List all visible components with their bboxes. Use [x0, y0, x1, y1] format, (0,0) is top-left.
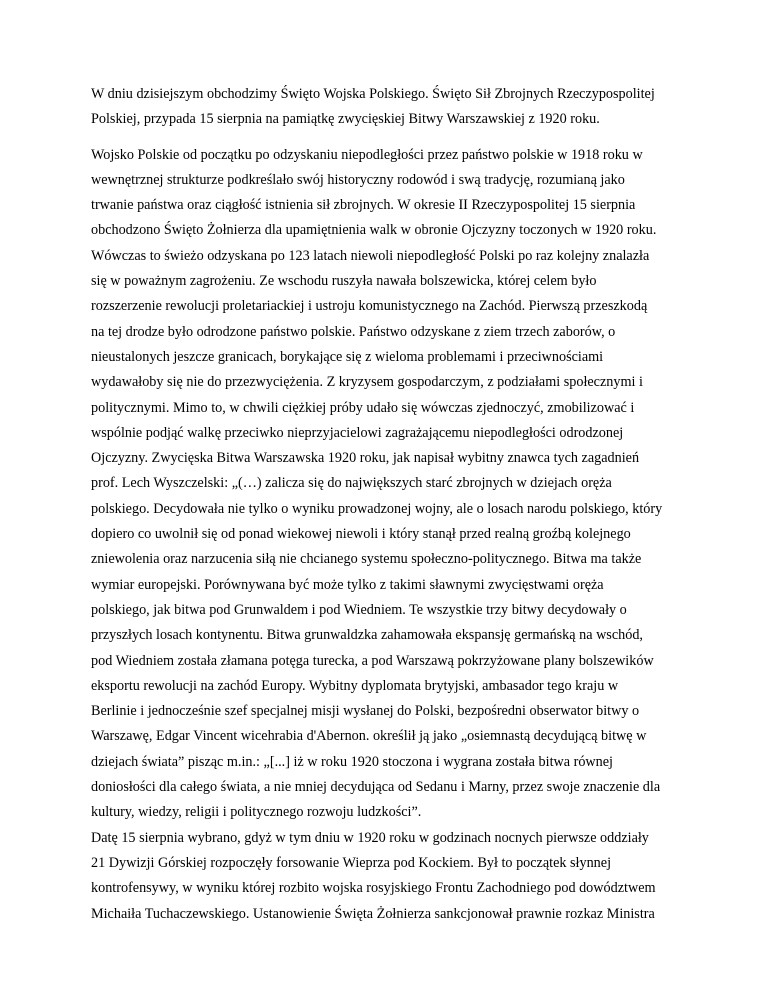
- paragraph-history: [91, 143, 731, 826]
- text-line: doniosłości dla całego świata, a nie mniej decydująca od Sedanu i Marny, przez swoje znaczenie dla: [91, 779, 661, 796]
- text-line: wspólnie podjąć walkę przeciwko nieprzyjacielowi zagrażającemu niepodległości odrodzonej: [91, 424, 624, 441]
- text-line: pod Wiedniem została złamana potęga turecka, a pod Warszawą pokrzyżowane plany bolszewików: [91, 652, 654, 669]
- text-line: polskiego, jak bitwa pod Grunwaldem i pod Wiedniem. Te wszystkie trzy bitwy decydowały o: [91, 601, 627, 618]
- text-line: eksportu rewolucji na zachód Europy. Wybitny dyplomata brytyjski, ambasador tego kraju w: [91, 677, 619, 694]
- text-line: Warszawę, Edgar Vincent wicehrabia d'Abernon. określił ją jako „osiemnastą decydującą bitwę w: [91, 728, 647, 745]
- text-line: kontrofensywy, w wyniku której rozbito wojska rosyjskiego Frontu Zachodniego pod dowództwem: [91, 880, 656, 897]
- text-line: kultury, wiedzy, religii i politycznego rozwoju ludzkości”.: [91, 804, 422, 821]
- text-line: Wówczas to świeżo odzyskana po 123 latach niewoli niepodległość Polski po raz kolejny znalazła: [91, 247, 650, 264]
- text-line: dziejach świata” pisząc m.in.: „[...] iż w roku 1920 stoczona i wygrana została bitwa równej: [91, 753, 613, 770]
- text-line: Datę 15 sierpnia wybrano, gdyż w tym dniu w 1920 roku w godzinach nocnych pierwsze oddziały: [91, 829, 649, 846]
- text-line: na tej drodze było odrodzone państwo polskie. Państwo odzyskane z ziem trzech zaborów, o: [91, 323, 616, 340]
- text-line: Wojsko Polskie od początku po odzyskaniu niepodległości przez państwo polskie w 1918 roku w: [91, 146, 643, 163]
- text-line: wydawałoby się nie do przezwyciężenia. Z kryzysem gospodarczym, z podziałami społecznymi i: [91, 374, 643, 391]
- text-line: Michaiła Tuchaczewskiego. Ustanowienie Święta Żołnierza sankcjonował prawnie rozkaz Ministra: [91, 905, 655, 922]
- text-line: wewnętrznej strukturze podkreślało swój historyczny rodowód i swą tradycję, rozumianą jako: [91, 171, 625, 188]
- paragraph-date-origin: [91, 826, 731, 927]
- text-line: dopiero co uwolnił się od ponad wiekowej niewoli i który stanął przed realną groźbą kolejnego: [91, 526, 631, 543]
- text-line: Berlinie i jednocześnie szef specjalnej misji wysłanej do Polski, bezpośredni obserwator bitwy o: [91, 703, 640, 720]
- text-line: prof. Lech Wyszczelski: „(…) zalicza się do największych starć zbrojnych w dziejach oręża: [91, 475, 612, 492]
- text-line: się w poważnym zagrożeniu. Ze wschodu ruszyła nawała bolszewicka, której celem było: [91, 273, 597, 290]
- text-line: wymiar europejski. Porównywana być może tylko z takimi sławnymi zwycięstwami oręża: [91, 576, 604, 593]
- text-line: przyszłych losach kontynentu. Bitwa grunwaldzka zahamowała ekspansję germańską na wschód,: [91, 627, 643, 644]
- text-line: rozszerzenie rewolucji proletariackiej i ustroju komunistycznego na Zachód. Pierwszą przeszkodą: [91, 298, 648, 315]
- text-line: 21 Dywizji Górskiej rozpoczęły forsowanie Wieprza pod Kockiem. Był to początek słynnej: [91, 854, 612, 871]
- text-line: nieustalonych jeszcze granicach, borykające się z wieloma problemami i przeciwnościami: [91, 348, 604, 365]
- document-page: [91, 82, 731, 927]
- text-line: trwanie państwa oraz ciągłość istnienia sił zbrojnych. W okresie II Rzeczypospolitej 15 sierpnia: [91, 197, 636, 214]
- text-line: W dniu dzisiejszym obchodzimy Święto Wojska Polskiego. Święto Sił Zbrojnych Rzeczypospolitej: [91, 86, 655, 102]
- paragraph-intro: [91, 82, 731, 133]
- text-line: politycznymi. Mimo to, w chwili ciężkiej próby udało się wówczas zjednoczyć, zmobilizować i: [91, 399, 635, 416]
- text-line: zniewolenia oraz narzucenia siłą nie chcianego systemu społeczno-politycznego. Bitwa ma także: [91, 551, 642, 568]
- text-line: obchodzono Święto Żołnierza dla upamiętnienia walk w obronie Ojczyzny toczonych w 1920 roku.: [91, 222, 657, 239]
- text-line: Ojczyzny. Zwycięska Bitwa Warszawska 1920 roku, jak napisał wybitny znawca tych zagadnień: [91, 450, 640, 467]
- text-line: polskiego. Decydowała nie tylko o wyniku prowadzonej wojny, ale o losach narodu polskiego, który: [91, 500, 663, 517]
- text-line: Polskiej, przypada 15 sierpnia na pamiątkę zwycięskiej Bitwy Warszawskiej z 1920 roku.: [91, 111, 600, 128]
- paragraph-spacing: [91, 133, 731, 143]
